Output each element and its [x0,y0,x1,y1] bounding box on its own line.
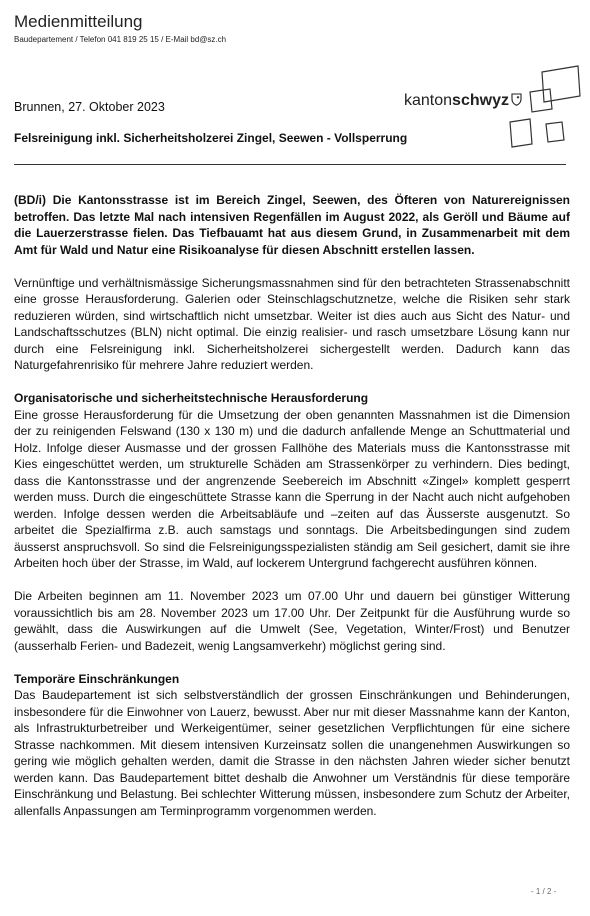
body-paragraph: Eine grosse Herausforderung für die Umsetzung der oben genannten Massnahmen ist die Dimension der zu reinigenden Felswand (130 x 130 m) und die dadurch anfallende Menge an Schuttmaterial und Holz. Infolge dieser Ausmasse und der grossen Fallhöhe des Materials muss die Kantonsstrasse mit Kies eingeschüttet werden, um strukturelle Schäden am Strassenkörper zu verhindern. Dies bedingt, dass die Kantonsstrasse und der angrenzende Seebereich im Abschnitt «Zingel» komplett gesperrt werden muss. Durch die eingeschüttete Strasse kann die Sperrung in der Nacht auch nicht aufgehoben werden. Infolge dessen werden die Arbeitsabläufe und –zeiten auf das Äusserste ausgenutzt. So arbeitet die Spezialfirma z.B. auch samstags und sonntags. Die Arbeitsbedingungen sind zudem äusserst anspruchsvoll. So sind die Felsreinigungsspezialisten ständig am Seil gesichert, damit sie ihre Arbeiten hoch über der Strasse, im Wald, auf lockerem Untergrund fachgerecht ausführen können. [14,407,570,570]
document-title: Medienmitteilung [14,12,143,31]
section-heading: Temporäre Einschränkungen [14,671,180,686]
header-divider [14,164,566,165]
lead-paragraph: (BD/i) Die Kantonsstrasse ist im Bereich Zingel, Seewen, des Öfteren von Naturereignissen betroffen. Das letzte Mal nach intensiven Regenfällen im August 2022, als Geröll und Bäume auf die Lauerzerstrasse fielen. Das Tiefbauamt hat aus diesem Grund, in Zusammenarbeit mit dem Amt für Wald und Natur eine Risikoanalyse für diesen Abschnitt erstellen lassen. [14,193,570,257]
body-paragraph: Das Baudepartement ist sich selbstverständlich der grossen Einschränkungen und Behinderungen, insbesondere für die Einwohner von Lauerz, bewusst. Aber nur mit dieser Massnahme kann der Kanton, als Infrastrukturbetreiber und Werkeigentümer, seiner gesetzlichen Verpflichtungen für eine sichere Strasse nachkommen. Mit diesem intensiven Kurzeinsatz sollen die unangenehmen Auswirkungen so gering wie möglich gehalten werden, damit die Strasse in den nächsten Jahren wieder sicher benutzt werden kann. Das Baudepartement bittet deshalb die Anwohner um Verständnis für diese temporäre Einschränkung und Belastung. Bei schlechter Witterung müssen, insbesondere zum Schutz der Arbeiter, allenfalls Anpassungen am Terminprogramm vorgenommen werden. [14,688,570,818]
release-body [14,192,570,819]
page-number: - 1 / 2 - [531,887,557,896]
canton-logo [404,92,522,110]
body-paragraph: Vernünftige und verhältnismässige Sicherungsmassnahmen sind für den betrachteten Strassenabschnitt eine grosse Herausforderung. Galerien oder Steinschlagschutznetze, welche die Risiken sehr stark reduzieren würden, sind wirtschaftlich nicht umsetzbar. Weiter ist dies auch aus Sicht des Natur- und Landschaftsschutzes (BLN) nicht optimal. Die einzig realisier- und rasch umsetzbare Lösung kann nur durch eine Felsreinigung inkl. Sicherheitsholzerei sichergestellt werden. Dadurch kann das Naturgefahrenrisiko für mehrere Jahre reduziert werden. [14,275,570,372]
release-subject: Felsreinigung inkl. Sicherheitsholzerei Zingel, Seewen - Vollsperrung [14,131,408,145]
section-heading: Organisatorische und sicherheitstechnische Herausforderung [14,391,369,405]
crest-icon [511,93,522,106]
release-date: Brunnen, 27. Oktober 2023 [14,100,165,114]
contact-line: Baudepartement / Telefon 041 819 25 15 / E-Mail bd@sz.ch [14,35,227,44]
body-paragraph: Die Arbeiten beginnen am 11. November 2023 um 07.00 Uhr und dauern bei günstiger Witterung voraussichtlich bis am 28. November 2023 um 17.00 Uhr. Der Zeitpunkt für die Ausführung wurde so gewählt, dass die Auswirkungen auf die Umwelt (See, Vegetation, Winter/Frost) und Benutzer (ausserhalb Ferien- und Badezeit, wenig Langsamverkehr) möglichst gering sind. [14,589,570,653]
logo-text-suffix: schwyz [452,92,509,109]
logo-text-prefix: kanton [404,92,453,109]
